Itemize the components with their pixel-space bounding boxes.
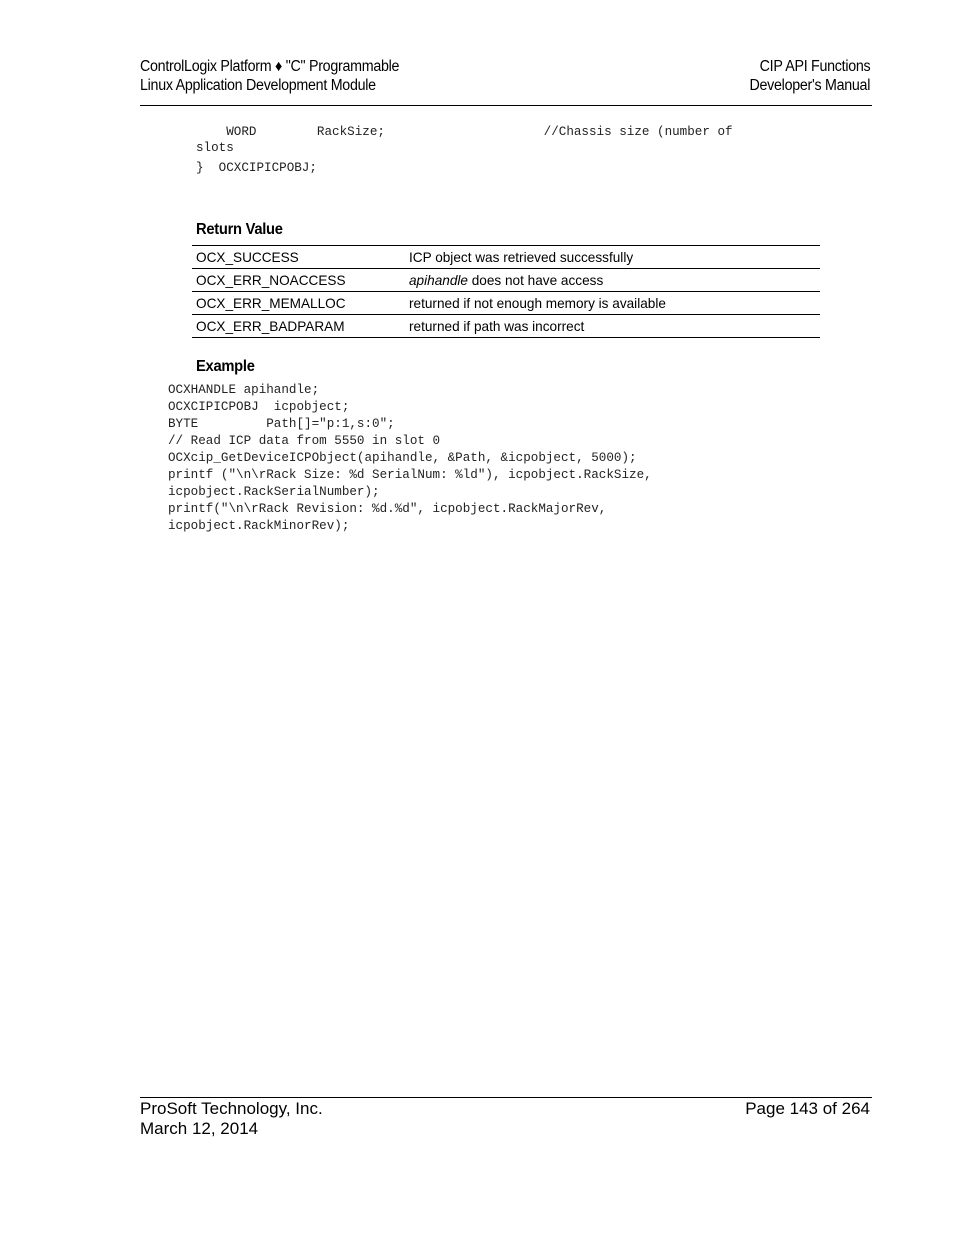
code-line: OCXcip_GetDeviceICPObject(apihandle, &Path, &icpobject, 5000); (168, 451, 637, 465)
code-line: printf ("\n\rRack Size: %d SerialNum: %ld"), icpobject.RackSize, (168, 468, 652, 482)
footer-company: ProSoft Technology, Inc. (140, 1099, 323, 1118)
return-description: apihandle does not have access (405, 269, 820, 292)
header-right-line1: CIP API Functions (759, 58, 870, 75)
return-value-heading: Return Value (196, 221, 283, 238)
code-line: OCXHANDLE apihandle; (168, 383, 320, 397)
struct-code-line: } OCXCIPICPOBJ; (196, 161, 317, 175)
header-rule (140, 105, 872, 106)
code-line: OCXCIPICPOBJ icpobject; (168, 400, 350, 414)
code-line: // Read ICP data from 5550 in slot 0 (168, 434, 441, 448)
code-line: printf("\n\rRack Revision: %d.%d", icpobject.RackMajorRev, (168, 502, 607, 516)
return-value-table (192, 245, 820, 338)
table-row (192, 269, 820, 292)
return-description: returned if not enough memory is available (405, 292, 820, 315)
return-code: OCX_ERR_MEMALLOC (192, 292, 405, 315)
return-description: returned if path was incorrect (405, 315, 820, 338)
return-code: OCX_ERR_NOACCESS (192, 269, 405, 292)
table-row (192, 246, 820, 269)
header-right-line2: Developer's Manual (749, 77, 870, 94)
footer-date: March 12, 2014 (140, 1119, 259, 1138)
table-row (192, 315, 820, 338)
code-line: icpobject.RackMinorRev); (168, 519, 350, 533)
header-left-line1: ControlLogix Platform ♦ "C" Programmable (140, 58, 400, 75)
code-line: BYTE Path[]="p:1,s:0"; (168, 417, 395, 431)
return-description: ICP object was retrieved successfully (405, 246, 820, 269)
footer-rule (140, 1097, 872, 1098)
struct-code-line: WORD RackSize; //Chassis size (number of (196, 125, 733, 139)
struct-code-line: slots (196, 141, 234, 155)
code-line: icpobject.RackSerialNumber); (168, 485, 380, 499)
return-code: OCX_ERR_BADPARAM (192, 315, 405, 338)
header-left-line2: Linux Application Development Module (140, 77, 376, 94)
example-heading: Example (196, 358, 255, 375)
footer-page-number: Page 143 of 264 (745, 1099, 870, 1118)
example-code-block (168, 382, 652, 535)
table-row (192, 292, 820, 315)
return-code: OCX_SUCCESS (192, 246, 405, 269)
